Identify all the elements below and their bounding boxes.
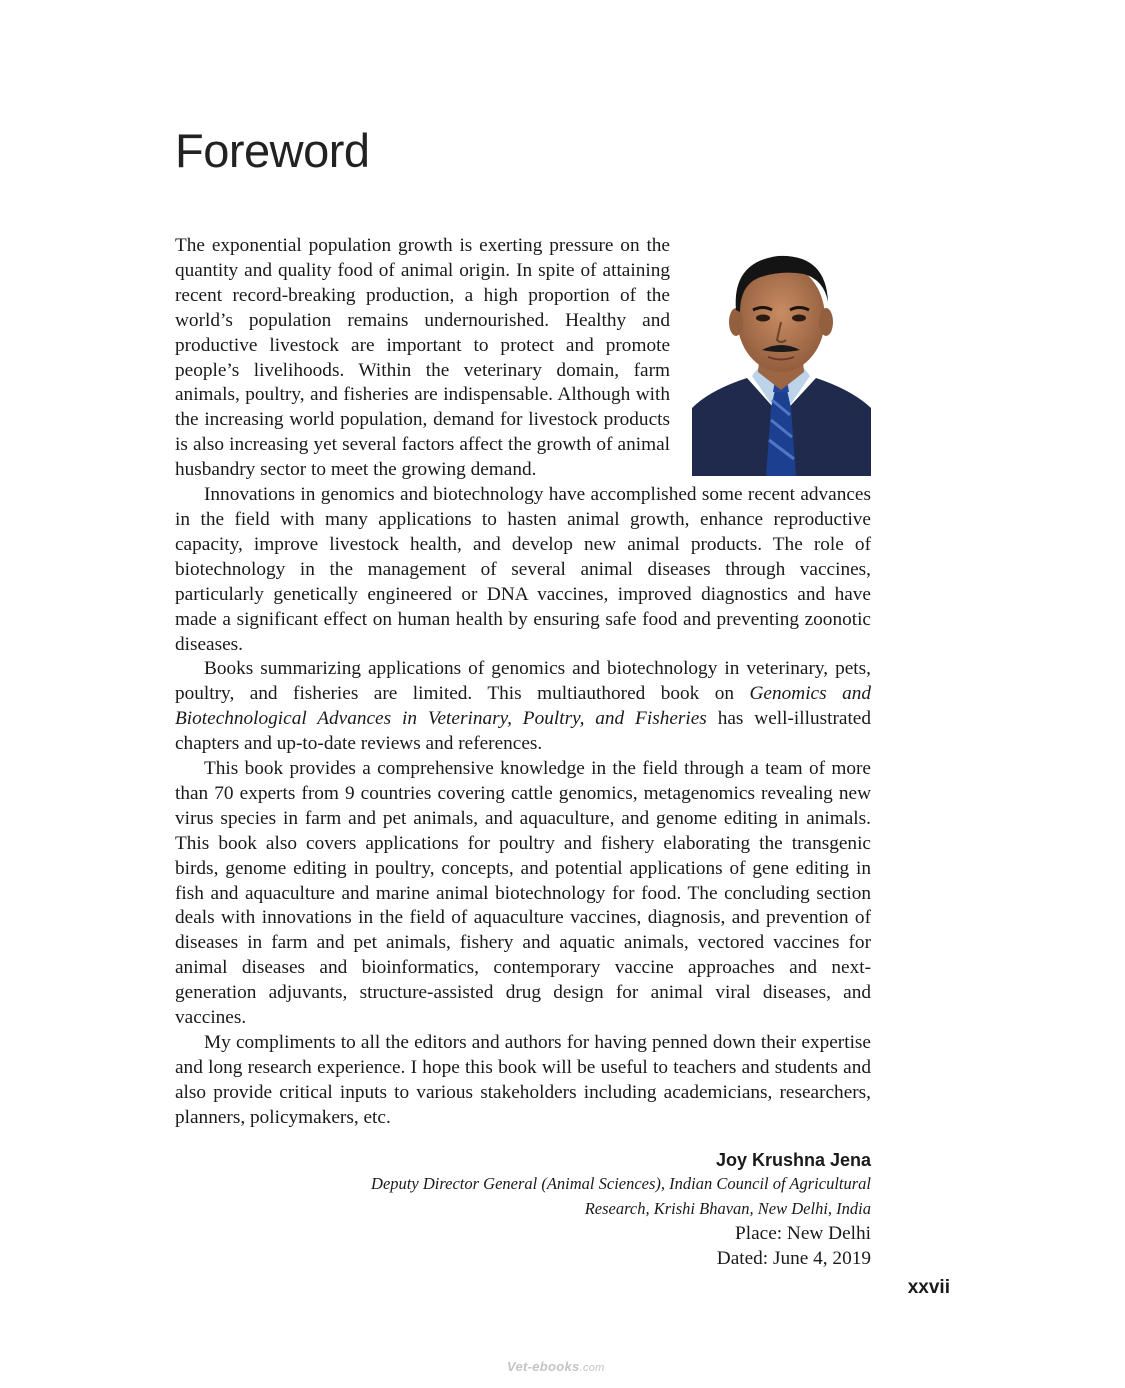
- portrait-illustration: [692, 240, 871, 476]
- paragraph: My compliments to all the editors and authors for having penned down their expertise and long research experience. I hope this book will be useful to teachers and students and also provide critical inputs to various stakeholders including academicians, researchers, planners, policymakers, etc.: [175, 1032, 871, 1128]
- paragraph-text: Books summarizing applications of genomics and biotechnology in veterinary, pets, poultry, and fisheries are limited. This multiauthored book on: [175, 658, 871, 705]
- paragraph: Innovations in genomics and biotechnology have accomplished some recent advances in the field with many applications to hasten animal growth, enhance reproductive capacity, improve livestock health, and develop new animal products. The role of biotechnology in the management of several animal diseases through vaccines, particularly genetically engineered or DNA vaccines, improved diagnostics and have made a significant effect on human health by ensuring safe food and preventing zoonotic diseases.: [175, 484, 871, 655]
- book-title: Genomics and Biotechnological Advances in Veterinary, Poultry, and Fisheries: [175, 683, 871, 730]
- signature-date: Dated: June 4, 2019: [716, 1248, 871, 1269]
- author-affiliation: Deputy Director General (Animal Sciences), Indian Council of Agricultural: [371, 1174, 871, 1193]
- author-affiliation: Research, Krishi Bhavan, New Delhi, India: [584, 1198, 871, 1218]
- signature-place: Place: New Delhi: [735, 1223, 871, 1244]
- paragraph: [175, 657, 871, 757]
- author-portrait: [692, 240, 871, 476]
- signature-block: [371, 1148, 871, 1271]
- foreword-body: [175, 234, 871, 1131]
- watermark-suffix: .com: [579, 1362, 605, 1374]
- paragraph-text: has well-illustrated chapters and up-to-date reviews and references.: [175, 708, 871, 755]
- page-title: Foreword: [175, 124, 370, 177]
- watermark-logo: [507, 1359, 605, 1374]
- author-name: Joy Krushna Jena: [715, 1150, 871, 1170]
- paragraph: This book provides a comprehensive knowledge in the field through a team of more than 70 experts from 9 countries covering cattle genomics, metagenomics revealing new virus species in farm and pet animals, and aquaculture, and genome editing in animals. This book also covers applications for poultry and fishery elaborating the transgenic birds, genome editing in poultry, concepts, and potential applications of gene editing in fish and aquaculture and marine animal biotechnology for food. The concluding section deals with innovations in the field of aquaculture vaccines, diagnosis, and prevention of diseases in farm and pet animals, fishery and aquatic animals, vectored vaccines for animal diseases and bioinformatics, contemporary vaccine approaches and next-generation adjuvants, structure-assisted drug design for animal viral diseases, and vaccines.: [175, 758, 871, 1029]
- paragraph: The exponential population growth is exerting pressure on the quantity and quality food of animal origin. In spite of attaining recent record-breaking production, a high proportion of the world’s population remains undernourished. Healthy and productive livestock are important to protect and promote people’s livelihoods. Within the veterinary domain, farm animals, poultry, and fisheries are indispensable. Although with the increasing world population, demand for livestock products is also increasing yet several factors affect the growth of animal husbandry sector to meet the growing demand.: [175, 235, 670, 481]
- watermark-brand: Vet-ebooks: [507, 1359, 580, 1374]
- page-number: xxvii: [907, 1277, 950, 1298]
